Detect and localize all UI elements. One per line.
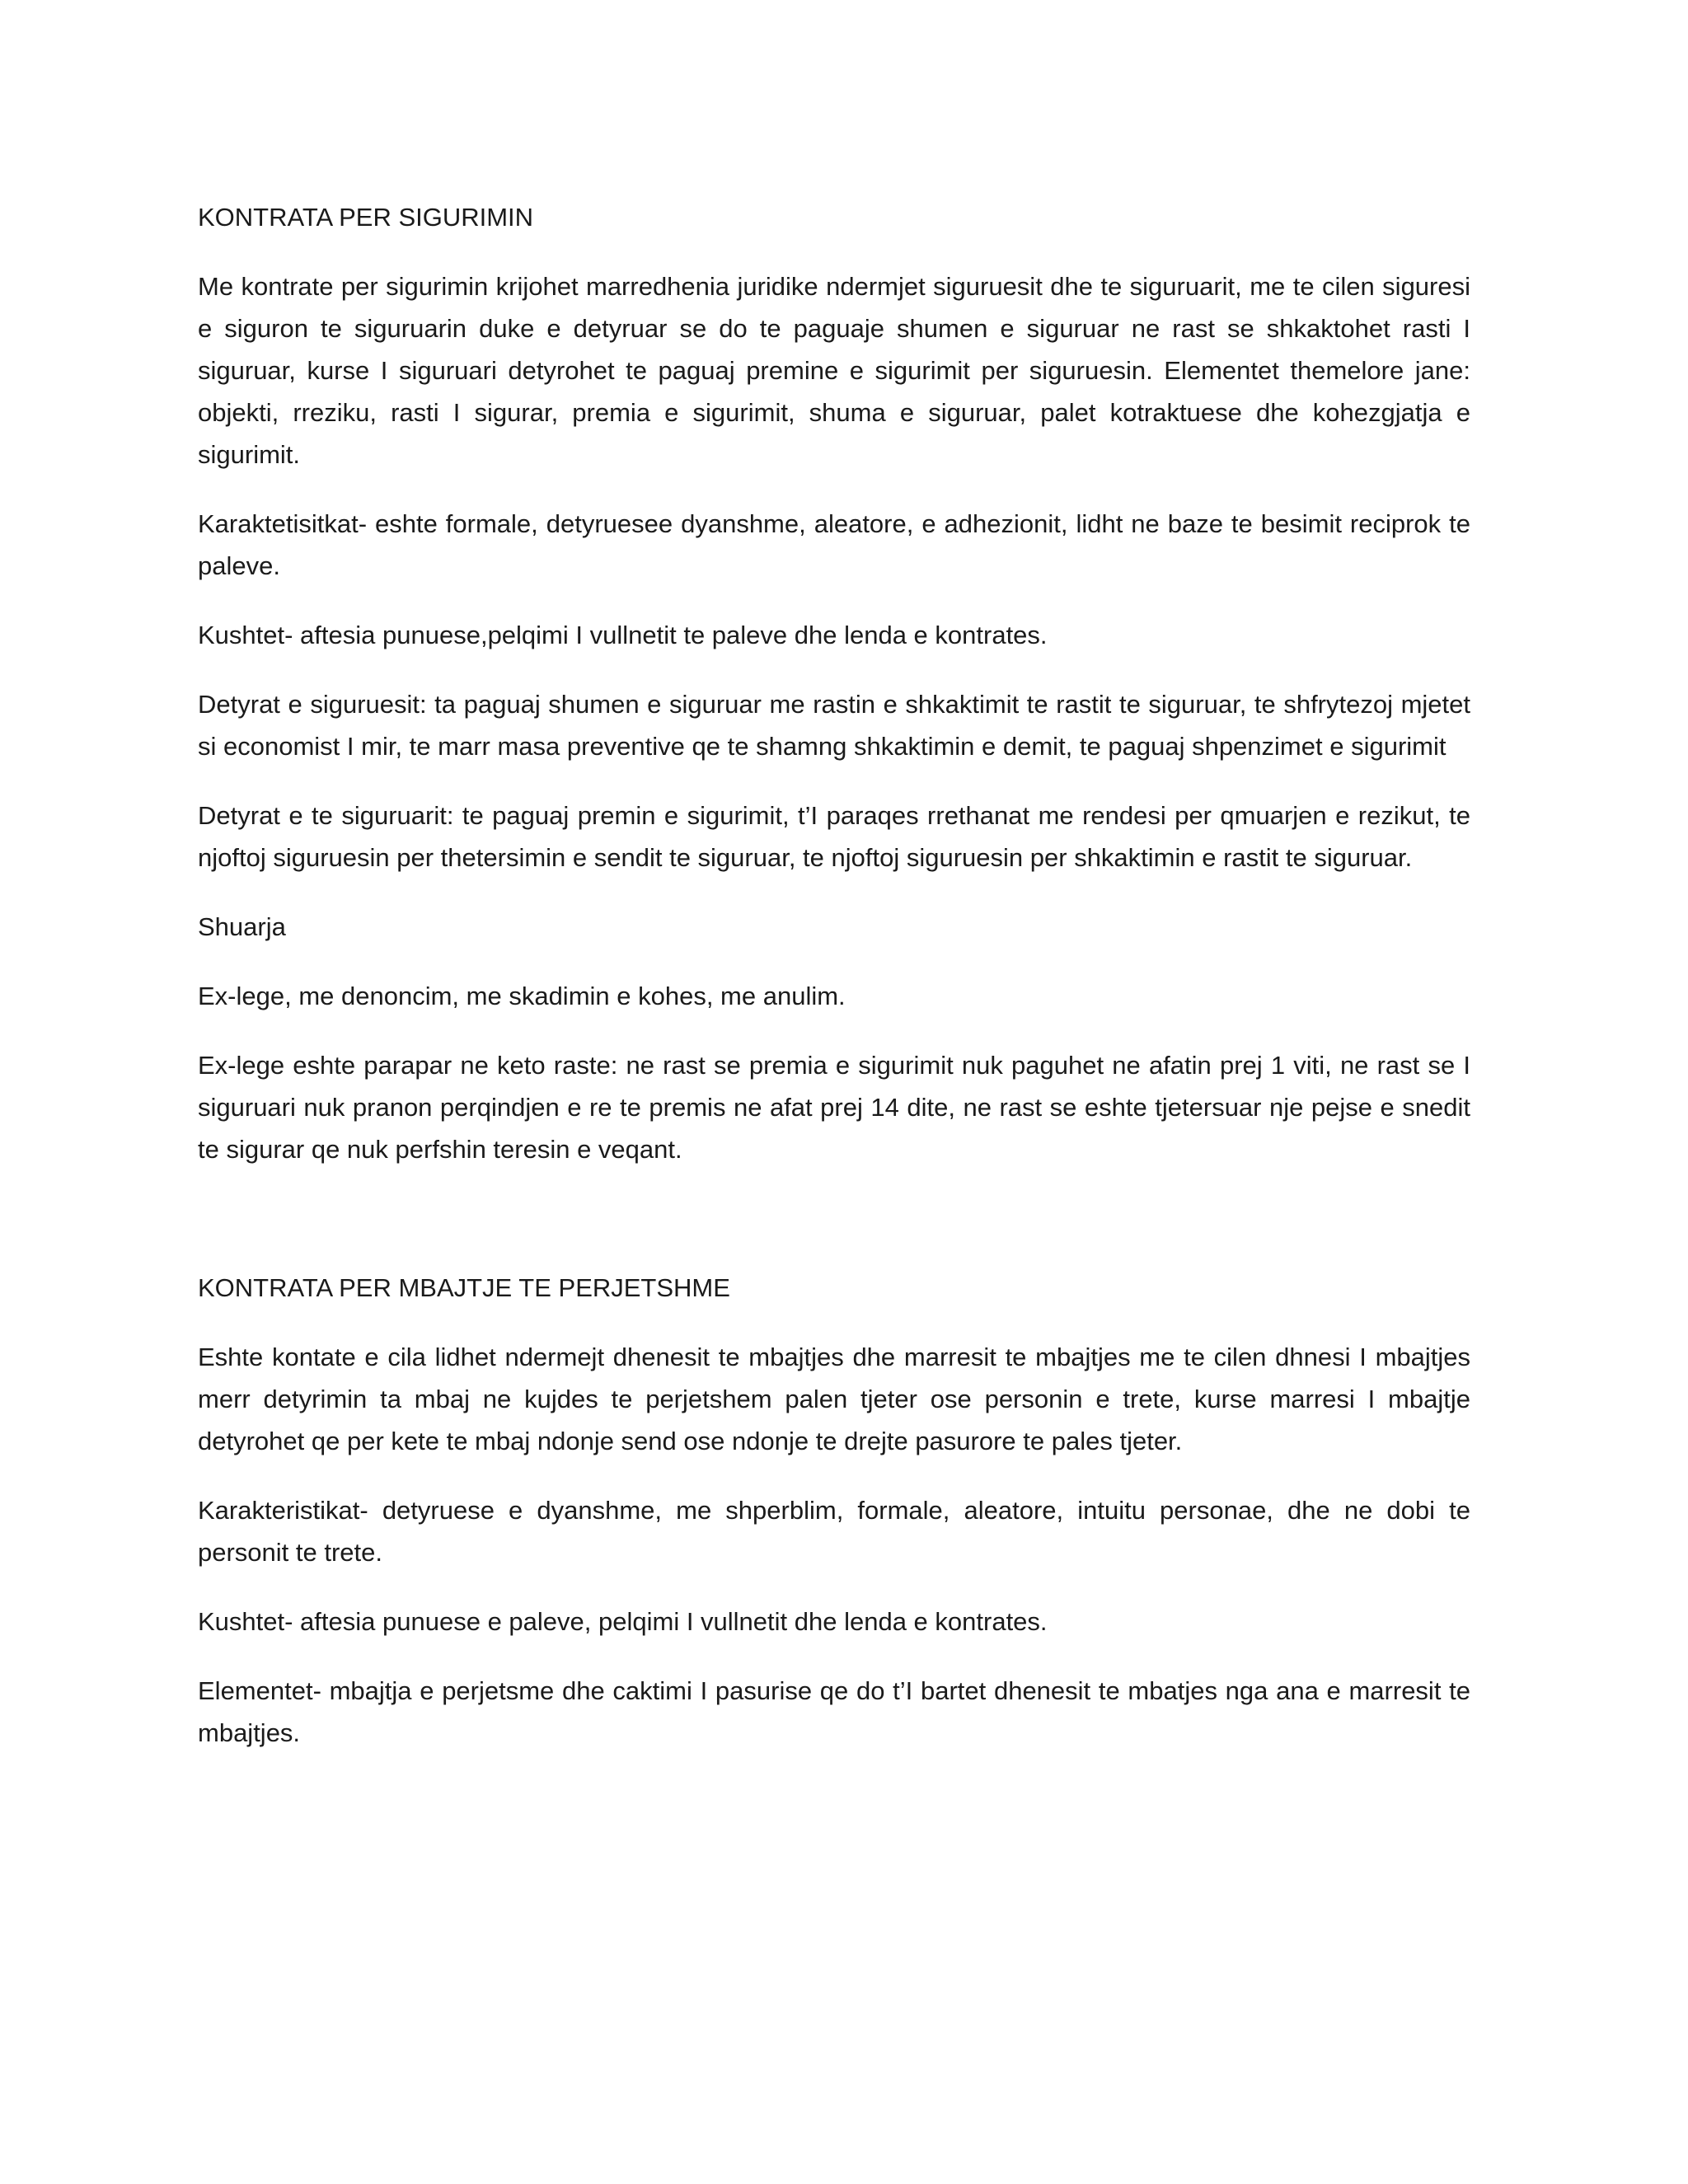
section-title-insurance: KONTRATA PER SIGURIMIN <box>198 203 534 232</box>
section-title-lifetime-maintenance: KONTRATA PER MBAJTJE TE PERJETSHME <box>198 1273 730 1302</box>
insurer-duties-paragraph: Detyrat e siguruesit: ta paguaj shumen e siguruar me rastin e shkaktimit te rastit te siguruar, te shfrytezoj mjetet si economist I mir, te marr masa preventive qe te shamng shkaktimin e demit, te paguaj shpenzimet e sigurimit <box>198 690 1470 761</box>
maintenance-definition-paragraph: Eshte kontate e cila lidhet ndermejt dhenesit te mbajtjes dhe marresit te mbajtjes me te cilen dhnesi I mbajtjes merr detyrimin ta mbaj ne kujdes te perjetshem palen tjeter ose personin e trete, kurse marresi I mbajtje detyrohet qe per kete te mbaj ndonje send ose ndonje te drejte pasurore te pales tjeter. <box>198 1343 1470 1455</box>
maintenance-characteristics-paragraph: Karakteristikat- detyruese e dyanshme, me shperblim, formale, aleatore, intuitu personae, dhe ne dobi te personit te trete. <box>198 1496 1470 1567</box>
insurance-characteristics-paragraph: Karaktetisitkat- eshte formale, detyruesee dyanshme, aleatore, e adhezionit, lidht ne baze te besimit reciprok te paleve. <box>198 509 1470 580</box>
insurance-conditions-paragraph: Kushtet- aftesia punuese,pelqimi I vullnetit te paleve dhe lenda e kontrates. <box>198 621 1048 649</box>
maintenance-elements-paragraph: Elementet- mbajtja e perjetsme dhe caktimi I pasurise qe do t’I bartet dhenesit te mbatjes nga ana e marresit te mbajtjes. <box>198 1676 1470 1747</box>
ex-lege-paragraph: Ex-lege eshte parapar ne keto raste: ne rast se premia e sigurimit nuk paguhet ne afatin prej 1 viti, ne rast se I siguruari nuk pranon perqindjen e re te premis ne afat prej 14 dite, ne rast se eshte tjetersuar nje pejse e snedit te sigurar qe nuk perfshin teresin e veqant. <box>198 1051 1470 1164</box>
termination-ways-paragraph: Ex-lege, me denoncim, me skadimin e kohes, me anulim. <box>198 982 846 1010</box>
insured-duties-paragraph: Detyrat e te siguruarit: te paguaj premin e sigurimit, t’I paraqes rrethanat me rendesi per qmuarjen e rezikut, te njoftoj siguruesin per thetersimin e sendit te siguruar, te njoftoj siguruesin per shkaktimin e rastit te siguruar. <box>198 801 1470 872</box>
maintenance-conditions-paragraph: Kushtet- aftesia punuese e paleve, pelqimi I vullnetit dhe lenda e kontrates. <box>198 1607 1048 1636</box>
document-page <box>198 196 1470 1781</box>
insurance-definition-paragraph: Me kontrate per sigurimin krijohet marredhenia juridike ndermjet siguruesit dhe te siguruarit, me te cilen siguresi e siguron te siguruarin duke e detyruar se do te paguaje shumen e siguruar ne rast se shkaktohet rasti I siguruar, kurse I siguruari detyrohet te paguaj premine e sigurimit per siguruesin. Elementet themelore jane: objekti, rreziku, rasti I sigurar, premia e sigurimit, shuma e siguruar, palet kotraktuese dhe kohezgjatja e sigurimit. <box>198 272 1470 469</box>
section-spacer <box>198 1197 1470 1267</box>
termination-heading: Shuarja <box>198 912 286 941</box>
